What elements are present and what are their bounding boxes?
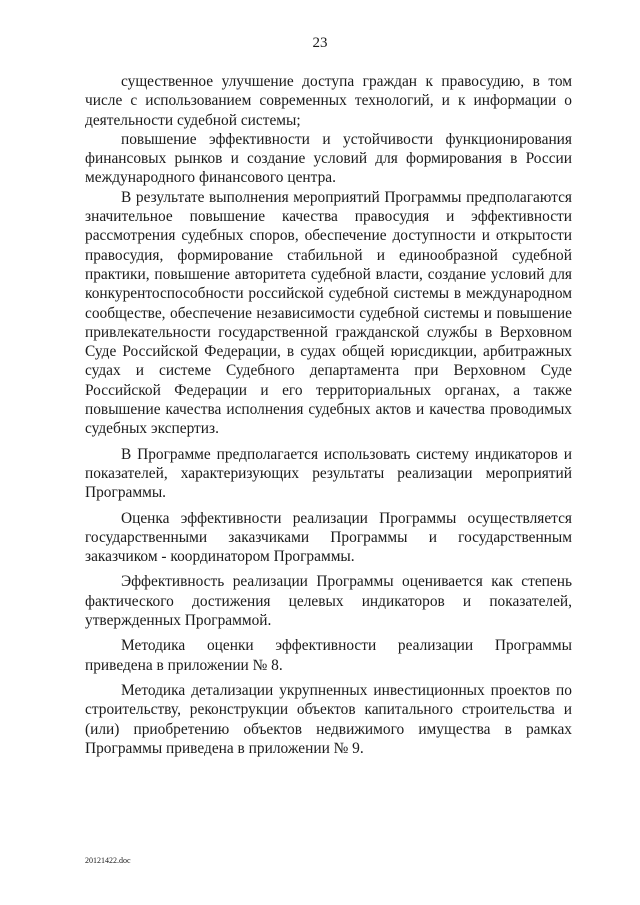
paragraph-effectiveness: Эффективность реализации Программы оценивается как степень фактического достижения целевых индикаторов и показателей, утвержденных Программой. (85, 573, 572, 630)
file-code: 20121422.doc (85, 856, 131, 865)
page-number: 23 (312, 35, 328, 51)
document-body (85, 72, 572, 764)
paragraph-expected-results: В результате выполнения мероприятий Программы предполагаются значительное повышение качества правосудия и эффективности рассмотрения судебных споров, обеспечение доступности и открытости правосудия, формирование стабильной и единообразной судебной практики, повышение авторитета судебной власти, создание условий для конкурентоспособности российской судебной системы в международном сообществе, обеспечение независимости судебной системы и повышение привлекательности государственной гражданской службы в Верховном Суде Российской Федерации, в судах общей юрисдикции, арбитражных судах и системе Судебного департамента при Верховном Суде Российской Федерации и его территориальных органах, а также повышение качества исполнения судебных актов и качества проводимых судебных экспертиз. (85, 188, 572, 438)
paragraph-access-to-justify: существенное улучшение доступа граждан к правосудию, в том числе с использованием современных технологий, и к информации о деятельности судебной системы; (85, 73, 572, 129)
paragraph-methodology-appendix-9: Методика детализации укрупненных инвестиционных проектов по строительству, реконструкции объектов капитального строительства и (или) приобретению объектов недвижимого имущества в рамках Программы приведена в приложении № 9. (85, 681, 572, 757)
paragraph-indicators: В Программе предполагается использовать систему индикаторов и показателей, характеризующих результаты реализации мероприятий Программы. (85, 445, 572, 502)
paragraph-financial-markets: повышение эффективности и устойчивости функционирования финансовых рынков и создание условий для формирования в России международного финансового центра. (85, 130, 572, 187)
paragraph-methodology-appendix-8: Методика оценки эффективности реализации Программы приведена в приложении № 8. (85, 637, 572, 674)
paragraph-evaluation: Оценка эффективности реализации Программы осуществляется государственными заказчиками Программы и государственным заказчиком - координатором Программы. (85, 509, 572, 566)
